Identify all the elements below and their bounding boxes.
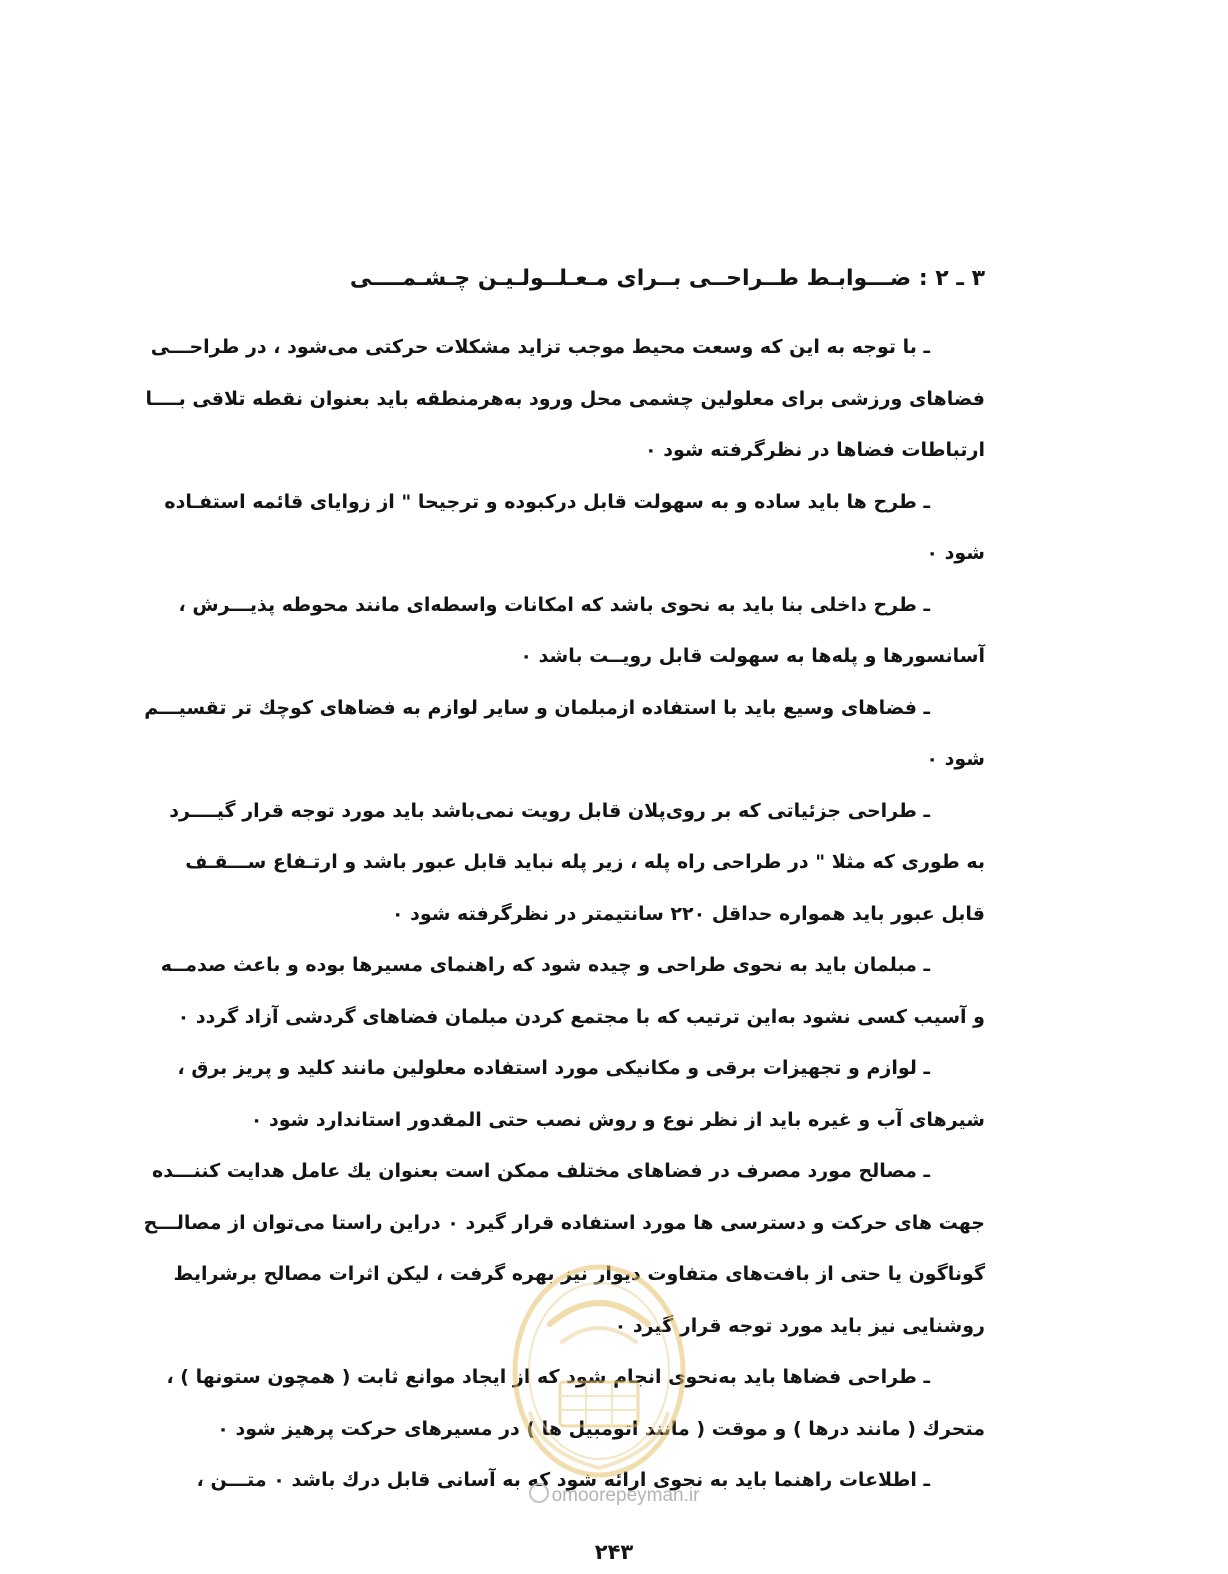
- at-icon: [529, 1483, 549, 1503]
- text-line: و آسیب کسی نشود به‌این ترتیب که با مجتمع کردن مبلمان فضاهای گردشی آزاد گردد ۰: [177, 1005, 985, 1028]
- text-line: شیرهای آب و غیره باید از نظر نوع و روش نصب حتی المقدور استاندارد شود ۰: [250, 1108, 985, 1131]
- text-line: جهت های حرکت و دسترسی ها مورد استفاده قرار گیرد ۰ دراین راستا می‌توان از مصالـــح: [143, 1211, 985, 1234]
- text-line: ـ لوازم و تجهیزات برقی و مکانیکی مورد استفاده معلولین مانند کلید و پریز برق ،: [177, 1057, 930, 1079]
- text-line: قابل عبور باید همواره حداقل ۲۲۰ سانتیمتر در نظرگرفته شود ۰: [391, 902, 985, 925]
- text-line: روشنایی نیز باید مورد توجه قرار گیرد ۰: [614, 1314, 985, 1337]
- page-number: ۲۴۳: [594, 1540, 634, 1564]
- site-watermark: [0, 1483, 1228, 1507]
- text-line: ـ اطلاعات راهنما باید به نحوی ارائه شود که به آسانی قابل درك باشد ۰ متـــن ،: [196, 1469, 930, 1491]
- text-line: ـ طرح داخلی بنا باید به نحوی باشد که امکانات واسطه‌ای مانند محوطه پذیـــرش ،: [178, 593, 930, 616]
- text-line: شود ۰: [926, 748, 985, 770]
- text-line: ـ طرح ها باید ساده و به سهولت قابل درکبوده و ترجیحا " از زوایای قائمه استفـاده: [164, 490, 930, 513]
- text-line: شود ۰: [926, 542, 985, 564]
- text-line: آسانسورها و پله‌ها به سهولت قابل رویــت باشد ۰: [520, 645, 985, 667]
- section-heading: ۳ ـ ۲ : ضـــوابـط طــراحــی بــرای مـعـلــولـیـن چـشـمــــی: [349, 266, 985, 291]
- text-line: فضاهای ورزشی برای معلولین چشمی محل ورود به‌هرمنطقه باید بعنوان نقطه تلاقی بــــا: [145, 387, 985, 410]
- text-line: ـ فضاهای وسیع باید با استفاده ازمبلمان و سایر لوازم به فضاهای کوچك تر تقسیـــم: [144, 696, 930, 719]
- text-line: ـ مبلمان باید به نحوی طراحی و چیده شود که راهنمای مسیرها بوده و باعث صدمــه: [160, 954, 930, 976]
- site-url: omoorepeyman.ir: [551, 1485, 700, 1506]
- body-text: [143, 322, 985, 1507]
- text-line: ـ طراحی فضاها باید به‌نحوی انجام شود که از ایجاد موانع ثابت ( همچون ستونها ) ،: [166, 1366, 930, 1388]
- text-line: ـ طراحی جزئیاتی که بر روی‌پلان قابل رویت نمی‌باشد باید مورد توجه قرار گیــــرد: [169, 799, 930, 822]
- text-line: ـ با توجه به این که وسعت محیط موجب تزاید مشکلات حرکتی می‌شود ، در طراحـــی: [150, 336, 930, 358]
- text-line: ارتباطات فضاها در نظرگرفته شود ۰: [645, 439, 985, 461]
- text-line: ـ مصالح مورد مصرف در فضاهای مختلف ممکن است بعنوان یك عامل هدایت کننـــده: [152, 1160, 930, 1182]
- text-line: به طوری که مثلا " در طراحی راه پله ، زیر پله نباید قابل عبور باشد و ارتـفاع ســـقـف: [185, 851, 985, 873]
- text-line: گوناگون یا حتی از بافت‌های متفاوت دیوار نیز بهره گرفت ، لیکن اثرات مصالح برشرایط: [173, 1263, 985, 1285]
- text-line: متحرك ( مانند درها ) و موقت ( مانند اتومبیل ها ) در مسیرهای حرکت پرهیز شود ۰: [217, 1417, 985, 1440]
